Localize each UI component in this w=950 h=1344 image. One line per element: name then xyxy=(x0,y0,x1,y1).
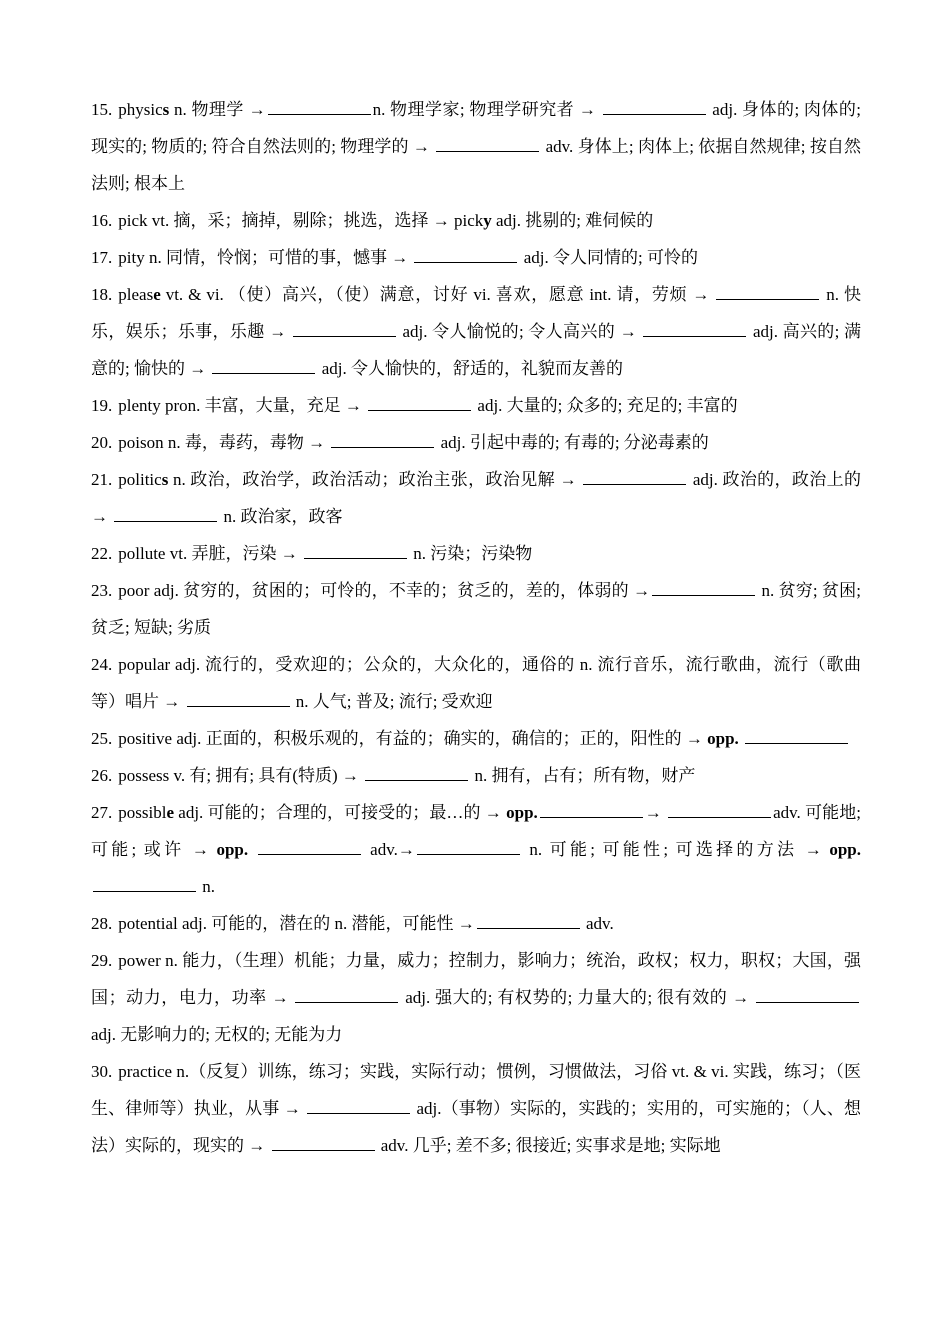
vocab-entry xyxy=(91,239,861,276)
answer-blank[interactable] xyxy=(540,803,643,818)
entry-number: 20. xyxy=(91,433,113,452)
vocab-entry xyxy=(91,91,861,202)
entry-number: 17. xyxy=(91,248,113,267)
answer-blank[interactable] xyxy=(417,840,520,855)
answer-blank[interactable] xyxy=(365,766,468,781)
entry-text: adv. xyxy=(581,914,614,933)
answer-blank[interactable] xyxy=(307,1099,410,1114)
entry-text: n. 人气; 普及; 流行; 受欢迎 xyxy=(291,692,493,711)
bold-text: s xyxy=(161,470,169,489)
answer-blank[interactable] xyxy=(331,433,434,448)
entry-number: 19. xyxy=(91,396,113,415)
entry-text: power n. 能力，（生理）机能；力量，威力；控制力，影响力；统治，政权；权力，职权；大国，强国；动力，电力，功率 → xyxy=(91,951,861,1007)
answer-blank[interactable] xyxy=(477,914,580,929)
entry-text: pleas xyxy=(118,285,154,304)
bold-text: opp. xyxy=(707,729,739,748)
entry-text: adj. 挑剔的; 难伺候的 xyxy=(491,211,654,230)
vocab-entry xyxy=(91,424,861,461)
answer-blank[interactable] xyxy=(272,1136,375,1151)
vocab-entry xyxy=(91,905,861,942)
entry-number: 22. xyxy=(91,544,113,563)
bold-text: opp. xyxy=(216,840,249,859)
vocab-entry xyxy=(91,572,861,646)
entry-number: 23. xyxy=(91,581,113,600)
vocab-entry xyxy=(91,757,861,794)
entry-text: adj. 强大的; 有权势的; 力量大的; 很有效的 → xyxy=(400,988,755,1007)
vocab-entry xyxy=(91,794,861,905)
entry-text: n. 政治家，政客 xyxy=(219,507,343,526)
entry-text: → xyxy=(644,803,667,822)
entry-number: 27. xyxy=(91,803,113,822)
entry-text: adj. 令人愉悦的; 令人高兴的 → xyxy=(397,322,642,341)
entry-number: 24. xyxy=(91,655,113,674)
entry-text: adj. 引起中毒的; 有毒的; 分泌毒素的 xyxy=(436,433,709,452)
entry-text: adj. 身体的; 肉体的; 现实的; 物质的; 符合自然法则的; 物理学的 → xyxy=(91,100,862,156)
answer-blank[interactable] xyxy=(652,581,755,596)
entry-number: 30. xyxy=(91,1062,113,1081)
entry-text: adv. 可能地; 可能; 或许 → xyxy=(91,803,861,859)
entry-text: adv. 身体上; 肉体上; 依据自然规律; 按自然法则; 根本上 xyxy=(91,137,861,193)
vocab-entry xyxy=(91,646,861,720)
answer-blank[interactable] xyxy=(187,692,290,707)
entry-text: adv.→ xyxy=(362,840,415,859)
entry-number: 21. xyxy=(91,470,113,489)
bold-text: s xyxy=(162,100,170,119)
entry-text: n. 物理学家; 物理学研究者 → xyxy=(372,100,601,119)
entry-text: potential adj. 可能的，潜在的 n. 潜能，可能性 → xyxy=(118,914,475,933)
entry-text: pollute vt. 弄脏，污染 → xyxy=(118,544,302,563)
entry-text: possibl xyxy=(118,803,167,822)
bold-text: e xyxy=(166,803,174,822)
vocab-entry xyxy=(91,387,861,424)
entry-number: 29. xyxy=(91,951,113,970)
answer-blank[interactable] xyxy=(212,359,315,374)
entry-text: adj. 无影响力的; 无权的; 无能为力 xyxy=(91,1025,343,1044)
answer-blank[interactable] xyxy=(583,470,686,485)
entry-text: adj. 政治的，政治上的 → xyxy=(91,470,862,526)
answer-blank[interactable] xyxy=(114,507,217,522)
entry-number: 18. xyxy=(91,285,113,304)
entry-text xyxy=(248,840,256,859)
answer-blank[interactable] xyxy=(93,877,196,892)
answer-blank[interactable] xyxy=(603,100,706,115)
answer-blank[interactable] xyxy=(293,322,396,337)
entry-text: n. 拥有，占有；所有物，财产 xyxy=(470,766,696,785)
answer-blank[interactable] xyxy=(414,248,517,263)
entry-text: popular adj. 流行的，受欢迎的；公众的，大众化的，通俗的 n. 流行音乐，流行歌曲，流行（歌曲等）唱片 → xyxy=(91,655,861,711)
entry-text: n. xyxy=(198,877,215,896)
answer-blank[interactable] xyxy=(745,729,848,744)
entry-text: adj. 高兴的; 满意的; 愉快的 → xyxy=(91,322,862,378)
entry-text: vt. & vi. （使）高兴，（使）满意，讨好 vi. 喜欢，愿意 int. 请，劳烦 → xyxy=(160,285,715,304)
entry-number: 25. xyxy=(91,729,113,748)
answer-blank[interactable] xyxy=(304,544,407,559)
bold-text: e xyxy=(153,285,161,304)
entry-text: n. 政治，政治学，政治活动；政治主张，政治见解 → xyxy=(168,470,582,489)
entry-number: 16. xyxy=(91,211,113,230)
answer-blank[interactable] xyxy=(368,396,471,411)
entry-text: positive adj. 正面的，积极乐观的，有益的；确实的，确信的；正的，阳性的 → xyxy=(118,729,708,748)
answer-blank[interactable] xyxy=(668,803,771,818)
entry-number: 26. xyxy=(91,766,113,785)
entry-number: 28. xyxy=(91,914,113,933)
entry-text: adj. 令人愉快的，舒适的，礼貌而友善的 xyxy=(317,359,624,378)
entry-text: poison n. 毒，毒药，毒物 → xyxy=(118,433,330,452)
bold-text: y xyxy=(483,211,492,230)
bold-text: opp. xyxy=(506,803,538,822)
entry-text: adv. 几乎; 差不多; 很接近; 实事求是地; 实际地 xyxy=(376,1136,721,1155)
entry-text: plenty pron. 丰富，大量，充足 → xyxy=(118,396,367,415)
entry-text: adj. 令人同情的; 可怜的 xyxy=(519,248,698,267)
entry-text: n. 可能; 可能性; 可选择的方法 → xyxy=(521,840,830,859)
entry-text: n. 贫穷; 贫困; 贫乏; 短缺; 劣质 xyxy=(91,581,861,637)
entry-text: adj. 大量的; 众多的; 充足的; 丰富的 xyxy=(473,396,738,415)
vocab-entry xyxy=(91,461,861,535)
entry-text: pick vt. 摘，采；摘掉，剔除；挑选，选择 → pick xyxy=(118,211,484,230)
entry-text: practice n.（反复）训练，练习；实践，实际行动；惯例，习惯做法，习俗 vt. & vi. 实践，练习；（医生、律师等）执业，从事 → xyxy=(91,1062,861,1118)
entry-number: 15. xyxy=(91,100,113,119)
answer-blank[interactable] xyxy=(258,840,361,855)
entry-text: n. 物理学 → xyxy=(169,100,266,119)
entry-text: adj. 可能的；合理的，可接受的；最…的 → xyxy=(173,803,507,822)
vocab-entry xyxy=(91,720,861,757)
entry-text: pity n. 同情，怜悯；可惜的事，憾事 → xyxy=(118,248,413,267)
vocabulary-list xyxy=(91,91,861,1164)
vocab-entry xyxy=(91,942,861,1053)
answer-blank[interactable] xyxy=(295,988,398,1003)
entry-text: poor adj. 贫穷的，贫困的；可怜的，不幸的；贫乏的，差的，体弱的 → xyxy=(118,581,651,600)
entry-text: physic xyxy=(118,100,163,119)
vocab-entry xyxy=(91,202,861,239)
bold-text: opp. xyxy=(829,840,861,859)
entry-text: adj.（事物）实际的，实践的；实用的，可实施的；（人、想法）实际的，现实的 → xyxy=(91,1099,861,1155)
answer-blank[interactable] xyxy=(268,100,371,115)
vocab-entry xyxy=(91,535,861,572)
vocab-entry xyxy=(91,276,861,387)
entry-text: possess v. 有; 拥有; 具有(特质) → xyxy=(118,766,364,785)
vocab-entry xyxy=(91,1053,861,1164)
answer-blank[interactable] xyxy=(436,137,539,152)
answer-blank[interactable] xyxy=(643,322,746,337)
answer-blank[interactable] xyxy=(716,285,819,300)
entry-text: politic xyxy=(118,470,162,489)
entry-text: n. 快乐，娱乐；乐事，乐趣 → xyxy=(91,285,862,341)
entry-text xyxy=(739,729,743,748)
entry-text: n. 污染；污染物 xyxy=(408,544,533,563)
answer-blank[interactable] xyxy=(756,988,859,1003)
